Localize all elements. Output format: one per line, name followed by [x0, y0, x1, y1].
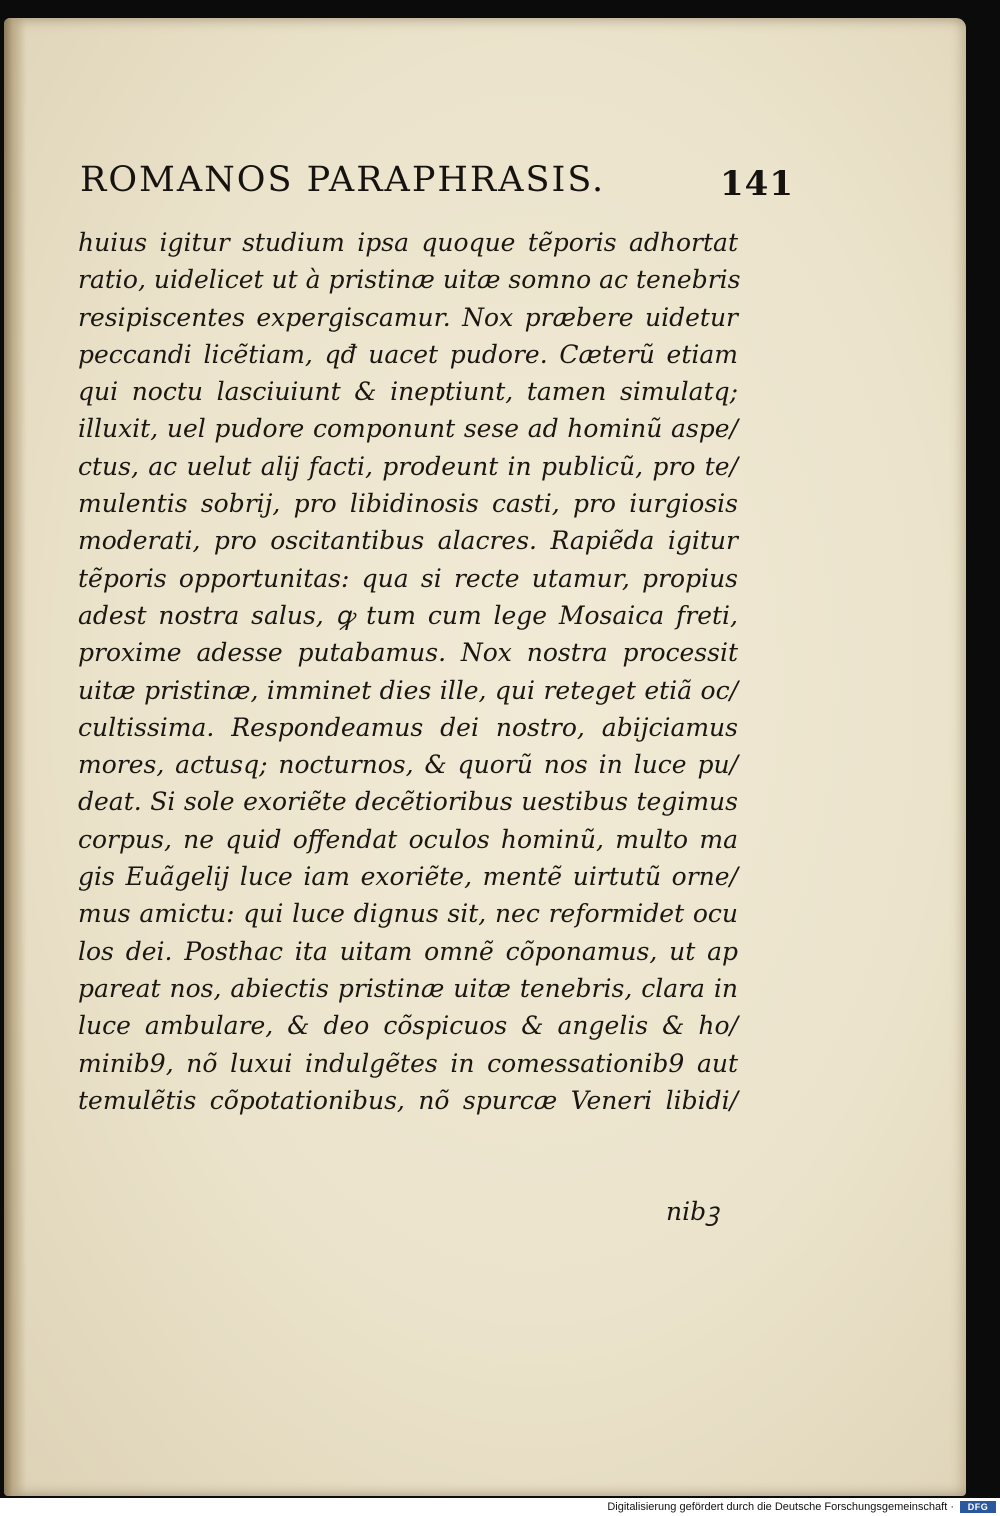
text-line: los dei. Posthac ita uitam omnẽ cõponamus, ut ap	[78, 936, 738, 966]
body-text	[78, 224, 741, 1119]
page-number: 141	[720, 164, 794, 204]
dfg-logo-icon: DFG	[960, 1501, 996, 1513]
text-line: mus amictu: qui luce dignus sit, nec reformidet ocu	[78, 899, 738, 929]
text-line: ctus, ac uelut alij facti, prodeunt in publicũ, pro te/	[78, 451, 738, 481]
text-line: corpus, ne quid offendat oculos hominũ, multo ma	[78, 824, 738, 854]
text-line: luce ambulare, & deo cõspicuos & angelis & ho/	[78, 1011, 738, 1041]
text-line: resipiscentes expergiscamur. Nox præbere uidetur	[78, 302, 738, 332]
text-line: huius igitur studium ipsa quoque tẽporis adhortat	[78, 228, 738, 257]
footer-bar	[0, 1498, 1000, 1516]
text-line: ratio, uidelicet ut à pristinæ uitæ somno ac tenebris	[78, 265, 741, 295]
page-gutter-shadow	[4, 18, 26, 1496]
text-line: adest nostra salus, ꝙ tum cum lege Mosaica freti,	[78, 600, 738, 630]
text-line: temulẽtis cõpotationibus, nõ spurcæ Veneri libidi/	[78, 1085, 738, 1115]
text-line: mores, actusq; nocturnos, & quorũ nos in luce pu/	[78, 750, 738, 780]
text-line: mulentis sobrij, pro libidinosis casti, pro iurgiosis	[78, 489, 738, 519]
text-line: qui noctu lasciuiunt & ineptiunt, tamen simulatq;	[78, 377, 738, 407]
text-line: pareat nos, abiectis pristinæ uitæ tenebris, clara in	[78, 973, 738, 1003]
text-line: uitæ pristinæ, imminet dies ille, qui reteget etiã oc/	[78, 675, 738, 705]
text-line: peccandi licẽtiam, qđ uacet pudore. Cæterũ etiam	[78, 339, 738, 369]
catchword: nibꝫ	[666, 1197, 719, 1226]
text-line: illuxit, uel pudore componunt sese ad hominũ aspe/	[78, 414, 738, 444]
text-line: gis Euãgelij luce iam exoriẽte, mentẽ uirtutũ orne/	[78, 862, 738, 892]
funding-credit: Digitalisierung gefördert durch die Deutsche Forschungsgemeinschaft ·	[607, 1501, 954, 1513]
text-line: proxime adesse putabamus. Nox nostra processit	[78, 638, 738, 668]
text-line: moderati, pro oscitantibus alacres. Rapiẽda igitur	[78, 526, 738, 556]
text-line: cultissima. Respondeamus dei nostro, abijciamus	[78, 712, 738, 742]
text-line: tẽporis opportunitas: qua si recte utamur, propius	[78, 563, 738, 593]
text-line: deat. Si sole exoriẽte decẽtioribus uestibus tegimus	[78, 787, 738, 817]
text-line: minib9, nõ luxui indulgẽtes in comessationib9 aut	[78, 1048, 738, 1078]
running-head: ROMANOS PARAPHRASIS.	[80, 160, 606, 200]
